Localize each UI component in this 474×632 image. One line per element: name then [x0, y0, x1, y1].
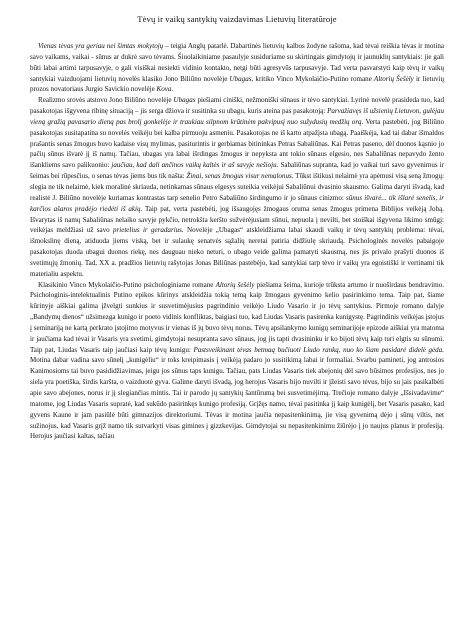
italic-text: Parvažiavęs iš užsienių Lietuvon, gulėjau vieną gražią pavasario dieną pas brolį gonkelėje ir traukiau silpnom krūtinėm pakvipusį nuo sužydusių medžių orą.: [30, 107, 444, 126]
text-run: Taip pat, verta pastebėti, jog išsaugojęs žmogaus oruma senas žmogus primena Biblijos veikėją Jobą. Išvarytas iš namų Sabaliūnas nelaiko savyje pykčio, netrokšta keršto sužvėrėjusiam sūnui, nepuola į nevilti, bet stoiškai išgyvena likimo smūgį: veikėjas meldžiasi už savo: [30, 204, 444, 235]
text-run: piešiama šeima, kurioje trūksta artumo ir nuoširdaus bendravimo. Psichologinis-intelektualinis Putino epikos kūrinys atskleidžia tokią temą kaip žmogaus gyvenimo kelio pasirinkimo tema. Taip pat, šiame kūrinyje aiškiai galima įžvelgti sunkius ir susvetimėjusius pagrindinio veikėjo Liudo Vasario ir jo tėvų santykius. Pirmoje romano dalyje „Bandymų dienos“ užsimezga kunigo ir poeto vidinis konfliktas, baigiasi tuo, kad Liudas Vasaris pasirenka kunigystę. Pagrindinis veikėjas įstojus į seminariją ne kartą perkrato įstojimo motyvus ir vienas iš jų buvo tėvų norus. Tėvų apsilankymo kunigų seminarijoje epizode aiškiai yra matoma ir jaučiama kad tėvai ir Vasaris yra svetimi, gimdytojai nesupranta savo sūnaus, jog jis tapti dvasininku ir ko bijoti tėvų kaip turi elgtis su sūnumi. Taip pat, Liudas Vasaris taip jaučiasi kaip tėvų kunigu:: [30, 280, 445, 354]
italic-text: Ubagas: [229, 74, 252, 83]
italic-text: sūnus išvarė... tik išlarė senelis, ir karčios ašaros pradėjo riedėti iš akių.: [30, 193, 444, 213]
italic-text: Ubagas: [173, 96, 196, 105]
text-run: Klasikinio Vinco Mykolaičio-Putino psichologiniame romane: [38, 280, 216, 289]
text-run: Realizmo srovės atstovo Jono Biliūno novelėje: [38, 96, 174, 105]
text-run: Novelėje „Ubagas“ atskleidžiama labai skaudi vaikų ir tėvų santykių problema: tėvai, išmokslinę dieną, atiduoda jiems viską, bet ir sulaukę senatvės sąžalių neretai patiria didžiulę skriaudą. Psichologinės novelės pabaigoje pasakotojas duoda ubagui duonos riekę, nes dauguau nieko neturi, o ubago veide galima pamatyti skausmą, nes jis privalo prašyti duonos iš svetimųjų žmonių. Tad, XX a. pradžios lietuvių rašytojas Jonas Biliūnas pastebėjo, kad santykiai tarp tėvo ir vaikų yra egoistiški ir vertinami tik materialiu aspektu.: [30, 226, 444, 278]
paragraph-ubagas: [30, 95, 444, 279]
italic-text: Pastsveikinant tėvas betmaą bučiuoti Liudo ranką, nuo ko šiam pasidarė didelė gėda.: [193, 345, 444, 354]
document-title: Tėvų ir vaikų santykių vaizdavimas Lietuvių literatūroje: [137, 14, 337, 24]
text-run: Motina dabar vadina savo sūnelį „kunigėliu“ ir toks kreipimasis į veikėją padaro jo susitikimą labai ir formaliai. Svarbu pamineti, jog antrosios Kanimosioms tai buvo pasididžiavimas, jeigu jos sūnus taps kunigu. Tačiau, pats Liudas Vasaris tiek abejonių dėl savo būsimos profesijos, nes jo siela yra poetiška, širdis karšta, o vaizduotė gyva. Galime daryti išvadą, jog herojus Vasaris bijo nuvilti ir įžeisti savo tėvus, bijo su jais pasikalbėti apie savo abejones, norus ir jį slegiančias mintis. Tai ir parodo jų santykių šantūrumą bei susvetimėjimą. Trečioje romano dalyje „Išsivadavime“ matome, jog Liudas Vasaris supratė, kad sukūdo pasirinkęs kunigo profesiją. Grįžęs namo, tėvai pasitinka jį kaip kunigėlį, bet Vasaris pasako, kad gyvens Kaune ir jam pasiūlė būti gimnazijos direktoriumi. Tėvas ir motina jaučia nepasitenkinimą, jie visą gyvenimą dėjo į sūnų viltis, net sužinojus, kad Vasaris grįž namo tik sutvarkyti visas gimines į gizzkevijas. Gimdytojai su nepasitenkinimu žiūrėjo į jo naujus planus ir profesiją. Herojus jaučiasi kaltas, tačiau: [30, 356, 444, 441]
italic-text: jaučiau, kad dali ančinos vaikų kaltės ir aš savyje nešioju.: [111, 161, 279, 170]
text-run: piešiami ciniški, nežmoniški sūnaus ir tėvo santykiai. Lyrinė novelė prasideda tuo, kad pasakotojas išgyvena ribinę situaciją – jis serga džiova ir susitinka su ubagu, kuris ateina pas pasakotoją:: [30, 96, 444, 116]
italic-text: Žinai, senas žmogus visur nemalonus.: [186, 172, 294, 181]
text-run: ir lietuvių prozos novatoriaus Jurgio Savickio novelėje: [30, 74, 444, 94]
document-body: [30, 41, 444, 442]
text-run: – teigia Anglų patarlė. Dabartinės lietuvių kalbos žodyne rašoma, kad tėvai reiškia tėvas ir motina savo vaikams, vaikai - sūnus ar dukrė savo tėvams. Šiuolaikiniame pasaulyje susiduriame su skirtingais gimdytojų ir jaunuklių santykiais: jie gali būti labai artimi tarpusavyje, o gali visiškai nesiekti vidinio kontakto, netgi būti agresyvūs tarpusavyje. Tad verta pasvarstyti kaip tėvų ir vaikų santykiai vaizduojami lietuvių novelės klasiko Jono Biliūno novelėje: [30, 42, 444, 83]
text-run: .: [171, 85, 174, 94]
text-run: , kritiko Vinco Mykolaičio-Putino romane: [251, 74, 375, 83]
paragraph-intro: [30, 41, 444, 95]
italic-text: Altorių šešėly: [215, 280, 255, 289]
italic-text: Vienas tėvas yra geriau nei šimtas mokytojų: [38, 42, 164, 50]
italic-text: Kova: [156, 85, 172, 94]
italic-text: Altorių Šešėly: [374, 74, 414, 83]
text-run: Sabaliūnas supranta, kad jo vaikai turi savo gyvenimus ir šeimas bei rūpesčius, o senas tėvas jiems bus tik našta:: [30, 161, 444, 181]
text-run: Verta pastebėti, jog Biliūno pasakotojas susitapatina su novelės veikėju bei kalba pirmuoju asmeniu. Pasakotojas ne iš karto atpažįsta ubagą. Paaiškėja, kad tai dabar išmaldos prašantis senas žmogus buvo kadaise visų mylimas, pasiturintis ir gerbiamas bitininkas Petras Sabaliūnas. Kai Petras paseno, dėl duonos kąsnio jo pačių sūnus išvarė jį iš namų. Tačiau, ubagas yra labai išrdingas žmogus ir nepyksta ant tokio sūnaus elgesio, nes Sabaliūnas nepavydo žento išankliems savo palikuonio:: [30, 117, 445, 170]
italic-text: prietelius ir geradarius.: [113, 226, 184, 235]
paragraph-altoriu-seselyje: [30, 280, 444, 443]
text-run: Tūkst ištikusi nelaimė yra apėmusi visą seną žmogų: slegia ne tik nelaimė, kiek moralinė skriauda, netinkamas sūnaus elgesys suteikia veikėjui Sabaliūnui dvasinio skausmo. Galima daryti išvadą, kad realistė J. Biliūno novelėje kuriamas kontrastas tarp senelio Petro Sabaliūno širdingumo ir jo sūnaus cinizmo:: [30, 172, 445, 202]
